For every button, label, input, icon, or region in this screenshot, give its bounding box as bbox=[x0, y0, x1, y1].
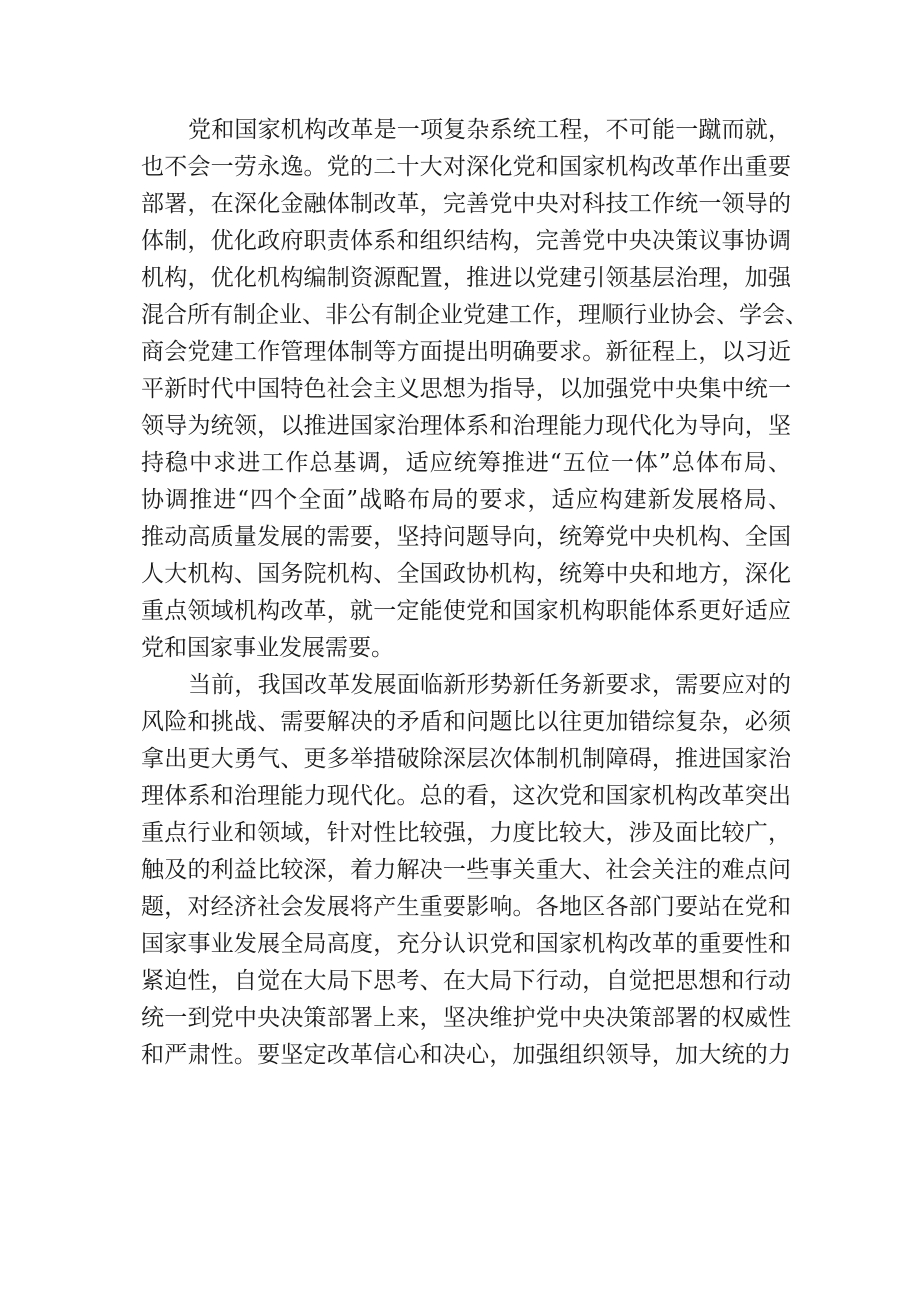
paragraph-1 bbox=[141, 112, 808, 667]
text-line: 协调推进“四个全面”战略布局的要求，适应构建新发展格局、 bbox=[141, 487, 791, 513]
text-line: 国家事业发展全局高度，充分认识党和国家机构改革的重要性和 bbox=[141, 931, 791, 957]
text-line: 紧迫性，自觉在大局下思考、在大局下行动，自觉把思想和行动 bbox=[141, 968, 791, 994]
text-line: 重点行业和领域，针对性比较强，力度比较大，涉及面比较广， bbox=[141, 820, 791, 846]
text-line: 当前，我国改革发展面临新形势新任务新要求，需要应对的 bbox=[188, 672, 791, 698]
text-line: 也不会一劳永逸。党的二十大对深化党和国家机构改革作出重要 bbox=[141, 154, 791, 180]
text-line: 体制，优化政府职责体系和组织结构，完善党中央决策议事协调 bbox=[141, 228, 791, 254]
text-line: 触及的利益比较深，着力解决一些事关重大、社会关注的难点问 bbox=[141, 857, 791, 883]
text-line: 部署，在深化金融体制改革，完善党中央对科技工作统一领导的 bbox=[141, 191, 791, 217]
text-line: 理体系和治理能力现代化。总的看，这次党和国家机构改革突出 bbox=[141, 783, 791, 809]
text-line: 题，对经济社会发展将产生重要影响。各地区各部门要站在党和 bbox=[141, 894, 791, 920]
text-line: 党和国家事业发展需要。 bbox=[141, 635, 394, 661]
text-line: 拿出更大勇气、更多举措破除深层次体制机制障碍，推进国家治 bbox=[141, 746, 791, 772]
paragraph-2 bbox=[141, 667, 791, 1074]
text-line: 商会党建工作管理体制等方面提出明确要求。新征程上，以习近 bbox=[141, 339, 791, 365]
document-body bbox=[141, 112, 808, 1074]
text-line: 持稳中求进工作总基调，适应统筹推进“五位一体”总体布局、 bbox=[141, 450, 791, 476]
text-line: 人大机构、国务院机构、全国政协机构，统筹中央和地方，深化 bbox=[141, 561, 791, 587]
text-line: 重点领域机构改革，就一定能使党和国家机构职能体系更好适应 bbox=[141, 598, 791, 624]
text-line: 统一到党中央决策部署上来，坚决维护党中央决策部署的权威性 bbox=[141, 1005, 791, 1031]
text-line: 党和国家机构改革是一项复杂系统工程，不可能一蹴而就， bbox=[188, 117, 791, 143]
text-line: 和严肃性。要坚定改革信心和决心，加强组织领导，加大统的力 bbox=[141, 1042, 791, 1068]
text-line: 推动高质量发展的需要，坚持问题导向，统筹党中央机构、全国 bbox=[141, 524, 791, 550]
text-line: 平新时代中国特色社会主义思想为指导，以加强党中央集中统一 bbox=[141, 376, 791, 402]
text-line: 混合所有制企业、非公有制企业党建工作，理顺行业协会、学会、 bbox=[141, 302, 808, 328]
text-line: 领导为统领，以推进国家治理体系和治理能力现代化为导向，坚 bbox=[141, 413, 791, 439]
text-line: 风险和挑战、需要解决的矛盾和问题比以往更加错综复杂，必须 bbox=[141, 709, 791, 735]
text-line: 机构，优化机构编制资源配置，推进以党建引领基层治理，加强 bbox=[141, 265, 791, 291]
